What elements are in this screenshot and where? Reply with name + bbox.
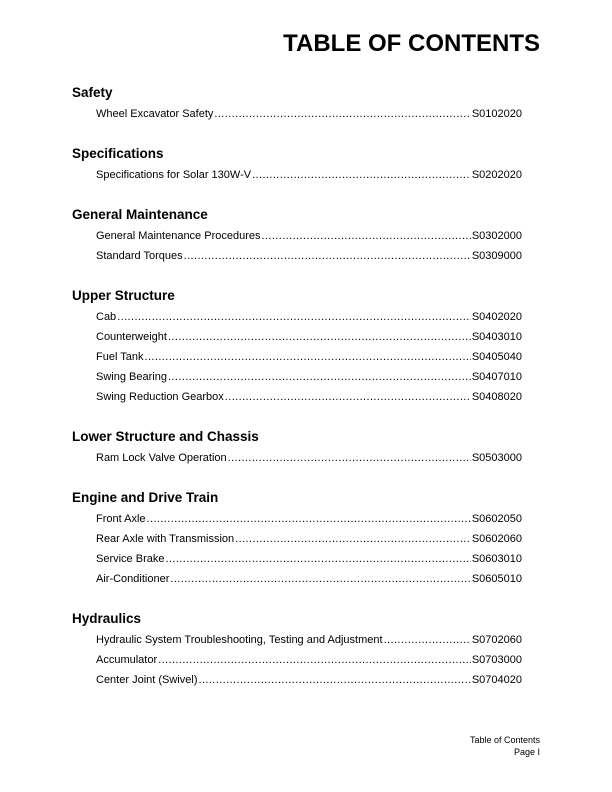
entry-title: General Maintenance Procedures (96, 230, 261, 242)
entry-title: Hydraulic System Troubleshooting, Testing and Adjustment (96, 634, 383, 646)
dot-leader (184, 249, 471, 263)
toc-section-upper-structure (72, 288, 522, 410)
entry-title: Specifications for Solar 130W-V (96, 169, 252, 181)
entry-title: Accumulator (96, 654, 158, 666)
entry-code: S0702060 (471, 634, 522, 646)
page-title: TABLE OF CONTENTS (283, 30, 540, 57)
toc-entry[interactable] (96, 532, 522, 552)
footer-page-number: Page I (513, 747, 540, 757)
dot-leader (165, 552, 470, 566)
toc-entry[interactable] (96, 673, 522, 693)
dot-leader (225, 390, 471, 404)
entry-title: Ram Lock Valve Operation (96, 452, 227, 464)
entry-title: Rear Axle with Transmission (96, 533, 235, 545)
entry-title: Wheel Excavator Safety (96, 108, 214, 120)
toc-entry[interactable] (96, 633, 522, 653)
entry-code: S0605010 (471, 573, 522, 585)
entry-code: S0403010 (471, 331, 522, 343)
entry-title: Cab (96, 311, 117, 323)
dot-leader (117, 310, 471, 324)
entry-code: S0302000 (471, 230, 522, 242)
toc-entry[interactable] (96, 512, 522, 532)
dot-leader (214, 107, 470, 121)
footer-document-title: Table of Contents (469, 735, 540, 745)
toc-entry[interactable] (96, 552, 522, 572)
toc-entry[interactable] (96, 229, 522, 249)
entry-code: S0405040 (471, 351, 522, 363)
toc-entry[interactable] (96, 107, 522, 127)
entry-title: Swing Bearing (96, 371, 167, 383)
toc-entry[interactable] (96, 168, 522, 188)
entry-code: S0503000 (471, 452, 522, 464)
entry-code: S0202020 (471, 169, 522, 181)
table-of-contents (72, 85, 522, 712)
entry-code: S0402020 (471, 311, 522, 323)
dot-leader (168, 330, 471, 344)
entry-code: S0603010 (471, 553, 522, 565)
toc-entry[interactable] (96, 572, 522, 592)
dot-leader (228, 451, 471, 465)
entry-code: S0602060 (471, 533, 522, 545)
section-heading: Upper Structure (72, 288, 175, 303)
dot-leader (147, 512, 471, 526)
toc-entry[interactable] (96, 451, 522, 471)
dot-leader (384, 633, 471, 647)
toc-section-specifications (72, 146, 522, 188)
entry-title: Standard Torques (96, 250, 183, 262)
toc-entry[interactable] (96, 653, 522, 673)
entry-title: Swing Reduction Gearbox (96, 391, 224, 403)
dot-leader (168, 370, 471, 384)
toc-section-lower-structure (72, 429, 522, 471)
dot-leader (158, 653, 471, 667)
entry-code: S0704020 (471, 674, 522, 686)
toc-entry[interactable] (96, 330, 522, 350)
entry-code: S0102020 (471, 108, 522, 120)
toc-section-safety (72, 85, 522, 127)
entry-code: S0408020 (471, 391, 522, 403)
entry-title: Front Axle (96, 513, 146, 525)
section-heading: Safety (72, 85, 113, 100)
entry-title: Counterweight (96, 331, 167, 343)
page-footer (470, 734, 540, 758)
dot-leader (170, 572, 470, 586)
entry-title: Fuel Tank (96, 351, 144, 363)
section-heading: General Maintenance (72, 207, 208, 222)
toc-entry[interactable] (96, 350, 522, 370)
dot-leader (198, 673, 470, 687)
dot-leader (145, 350, 471, 364)
toc-entry[interactable] (96, 390, 522, 410)
toc-entry[interactable] (96, 370, 522, 390)
entry-code: S0407010 (471, 371, 522, 383)
section-heading: Specifications (72, 146, 164, 161)
dot-leader (235, 532, 471, 546)
toc-section-general-maintenance (72, 207, 522, 269)
toc-section-engine-drive-train (72, 490, 522, 592)
dot-leader (252, 168, 471, 182)
section-heading: Hydraulics (72, 611, 142, 626)
toc-entry[interactable] (96, 249, 522, 269)
entry-title: Center Joint (Swivel) (96, 674, 198, 686)
entry-title: Service Brake (96, 553, 165, 565)
entry-title: Air-Conditioner (96, 573, 170, 585)
toc-entry[interactable] (96, 310, 522, 330)
dot-leader (261, 229, 470, 243)
entry-code: S0309000 (471, 250, 522, 262)
toc-section-hydraulics (72, 611, 522, 693)
section-heading: Engine and Drive Train (72, 490, 219, 505)
entry-code: S0602050 (471, 513, 522, 525)
entry-code: S0703000 (471, 654, 522, 666)
section-heading: Lower Structure and Chassis (72, 429, 259, 444)
